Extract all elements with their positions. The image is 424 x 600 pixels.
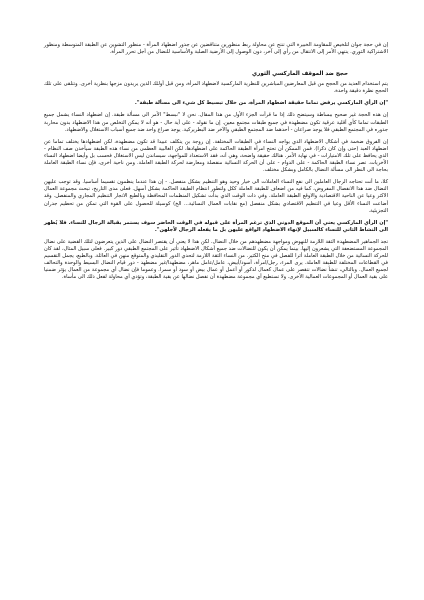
quoted-argument: "إن الرأي الماركسي يعني أن الموقع الدوني الذي ترغم المرأة على قبوله في الوقت الحاضر سوف يستمر بقبالة الرجال للنساء. فلا يُظهر الى النشاط الثاني للنساء كالسبيل لإنهاء الاضطهاد الواقع عليهن بل ما يفعله الرجال لأجلهن". <box>44 219 388 233</box>
paragraph: إن هذه الحجة غير صحيح ببساطة وسيتضح ذلك إذا ما قرأت الجزء الأول من هذا المقال. نحن لا "نبسط" الأمر الى مسألة طبقة. إن اضطهاد النساء يشمل جميع الطبقات تماما كأي أقلية عرقية تكون مضطهدة في جميع طبقات مجتمع معين. إن ما نقوله - على أية حال - هو أنه لا يمكن التخلص من هذا الاضطهاد بدون محاربة جذوره في المجتمع الطبقي فلا يوجد صراعان - أحدهما ضد المجتمع الطبقي والآخر ضد البطريركية. يوجد صراع واحد ضد جميع أسباب الاستغلال والاضطهاد. <box>44 112 388 133</box>
paragraph: يتم استخدام العديد من الحجج من قبل المعارضين المباشرين للنظرية الماركسية لاضطهاد المرأة، ومن قبل أولئك الذين يريدون مزجها بنظرية أخرى. وتتلقى على تلك الحجج نظرة دقيقة واحدة. <box>44 81 388 95</box>
intro-paragraph: إن في حجة جوان لتلخيص للمقاومة الخبيرة التي تنتج عن محاولة ربط منظورين متناقضين عن جذور اضطهاد المرأة - منظور التشوين عن الطبقة المتوسطة ومنظور الاشتراكية الثوري. ينتهي الأمر إلى الانتقال من رأي إلى آخر، دون الوصول إلى الأرضية الصلبة والأساسية للنضال من أجل تحرر المرأة. <box>44 42 388 56</box>
paragraph: تجد الجماهير المضطهدة الثقة اللازمة للنهوض ومواجهة مضطهدهم من خلال النضال. لكن هذا لا يعني أن يقتصر النضال على الذين يتعرضون لتلك القضية على نضال المجموعة المستضعفة التي يشعرون إليها. بينما يمكن أن يكون للنضالات ضد جميع أشكال الاضطهاد تأثير على المجتمع الطبقي دور كبير. فعلى سبيل المثال، لقد كان للحركة النسائية من خلال الطبقة العاملة أثرا للفصل في منح الكثير. من النساء الثقة اللازمة لتحدي الدور التقليدي والمتوقع منهن في العائلة. وبالطبع، يجمل التقسيم في القطاعات المختلفة للطبقة العاملة. يرى المرء، رجل/امرأة، أسود/أبيض، عامل/عامل ماهر، مضطهدا/غير مضطهد - دور قيام النضال البسيط والوحدة والتحالف لجميع العمال. وبالتالي، تنشأ نضالات تتقصر على عمال كعمال لذكور أو أعمل أو عمال بيض أو سود أو سمرا. وعموما فإن نضال أي مجموعة من العمال يؤثر ضمنيا على بقية العمال أو المجموعات العمالية الأخرى. ولا تستطيع أي مجموعة مضطهدة أن تفصل نضالها عن بقية الطبقة، وتؤدي أي محاولة لفعل ذلك الى مأساة. <box>44 238 388 281</box>
document-page <box>44 42 388 286</box>
spacer <box>44 61 388 65</box>
paragraph: كلا، ما أنت تحتاجه الرجال العاملين الى نفع النساء العاملات الى خيار وحيد وهو التنظيم بشكل منفصل. - إن هذا عندما ينظمون تقسيما أساسيا. وقد توجب عليهن النضال ضد هذا الانفصال المفروض، كما فيه من اضعاف للطبقة العاملة ككل ولتطور انتظام الطبقة الحاكمة بشكل أسهل. فعلى مدى التاريخ، تبحث مجموعة العمال الاكثر وعيا عن الناحية الاقتصادية والاوقع الطبقة العاملة. وفي ذات الوقت الذي بدأت تشكيل المنظمات المحافظة وبالطبع الاتجار التنظيم المجازي والمنفصل. وقد أضاعت النساء الأقل وعيا في التنظيم الاقتصادي بشكل منفصل (مع نقابات العمال النسائية... الخ) كوسيلة للحصول على القوة التي تمكن من تحطيم جدران التجزيئية. <box>44 179 388 214</box>
paragraph: إن الفروق ضخمة في أشكال الاضطهاد الذي يواجه النساء في الطبقات المختلفة. إن زوجة بن يتكلف عبيدا قد تكون مضطهدة، لكن اضطهادها يختلف تماما عن اضطهاد العبد (حتى وإن كان ذكرا). فمن الممكن أن تحتج امرأة الطبقة الحاكمة على اضطهادها، لكن الغالبية العظمى من نساء هذه الطبقة سيأخذن صف النظام - الذي يحافظ على تلك الامتيازات - في نهاية الأمر. هنالك حقيقة واضحة، وهي أنه، فقد الاستعداد للمواجهة، سيساندن ليس الاستغلال فحسب بل وأيضا اضطهاد النساء الأخريات. تصر نساء الطبقة الحاكمة - على الدوام - على أن الحركة النسائية منفصلة ومعارضة لحركة الطبقة العاملة. ومن ناحية أخرى، فإن نساء الطبقة العاملة بحاجة الى النظر الى مسألة النضال بالكامل وبشكل مختلف. <box>44 138 388 174</box>
section-heading: حجج ضد الموقف الماركسي الثوري <box>252 71 348 78</box>
quoted-argument: "إن الرأي الماركسي يرفض تماما حقيقة اضطهاد المرأة، من خلال تبسيط كل شيء الى مسألة طبقة". <box>134 100 388 107</box>
